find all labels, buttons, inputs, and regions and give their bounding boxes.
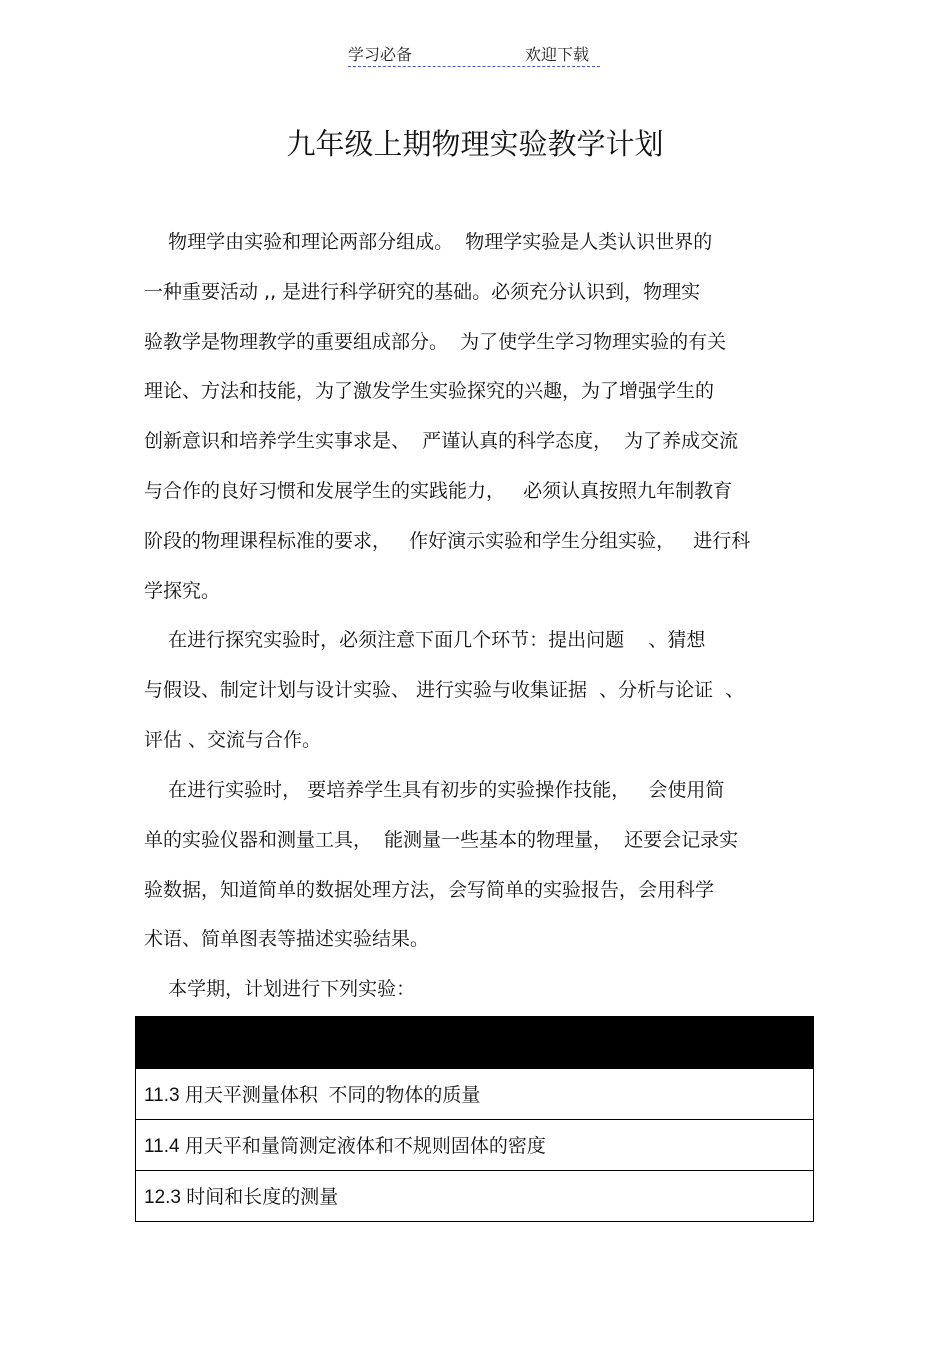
body-line: 验数据，知道简单的数据处理方法，会写简单的实验报告，会用科学 xyxy=(144,879,715,901)
body-line: 创新意识和培养学生实事求是、 严谨认真的科学态度， 为了养成交流 xyxy=(144,430,739,452)
table-cell: 11.4 用天平和量筒测定液体和不规则固体的密度 xyxy=(144,1136,546,1157)
table-cell: 12.3 时间和长度的测量 xyxy=(144,1187,339,1208)
header-right-text: 欢迎下载 xyxy=(525,45,590,64)
experiment-table xyxy=(135,1016,814,1222)
body-line: 在进行实验时， 要培养学生具有初步的实验操作技能， 会使用简 xyxy=(144,779,725,801)
body-line: 与合作的良好习惯和发展学生的实践能力， 必须认真按照九年制教育 xyxy=(144,480,733,502)
body-line: 验教学是物理教学的重要组成部分。 为了使学生学习物理实验的有关 xyxy=(144,331,727,353)
body-line: 术语、简单图表等描述实验结果。 xyxy=(144,928,430,950)
body-line: 本学期，计划进行下列实验： xyxy=(144,978,416,1000)
table-row xyxy=(136,1171,813,1221)
body-line: 物理学由实验和理论两部分组成。 物理学实验是人类认识世界的 xyxy=(144,231,713,253)
body-line: 单的实验仪器和测量工具， 能测量一些基本的物理量， 还要会记录实 xyxy=(144,829,739,851)
body-line: 理论、方法和技能，为了激发学生实验探究的兴趣，为了增强学生的 xyxy=(144,380,715,402)
body-line: 阶段的物理课程标准的要求， 作好演示实验和学生分组实验， 进行科 xyxy=(144,530,751,552)
body-line: 评估 、交流与合作。 xyxy=(144,729,322,751)
page-header xyxy=(348,40,600,67)
document-title: 九年级上期物理实验教学计划 xyxy=(286,127,664,161)
table-row xyxy=(136,1069,813,1120)
table-row xyxy=(136,1120,813,1171)
table-header xyxy=(136,1017,813,1069)
table-cell: 11.3 用天平测量体积 不同的物体的质量 xyxy=(144,1085,481,1106)
header-left-text: 学习必备 xyxy=(348,45,413,64)
body-line: 与假设、制定计划与设计实验、 进行实验与收集证据 、分析与论证 、 xyxy=(144,679,745,701)
body-line: 学探究。 xyxy=(144,580,221,602)
body-line: 一种重要活动 ,, 是进行科学研究的基础。必须充分认识到，物理实 xyxy=(144,281,701,303)
body-line: 在进行探究实验时，必须注意下面几个环节：提出问题 、猜想 xyxy=(144,629,706,651)
